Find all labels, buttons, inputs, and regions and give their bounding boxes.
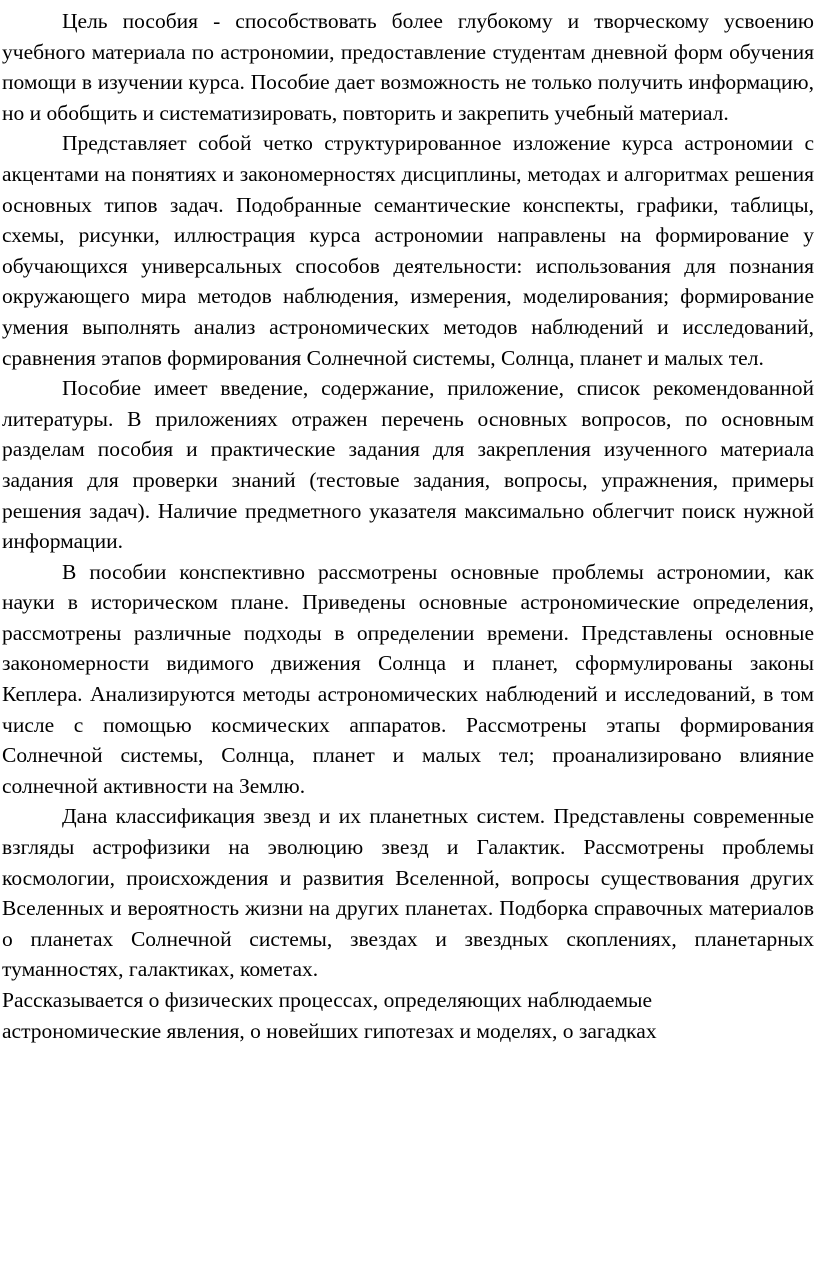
paragraph-structure: Представляет собой четко структурированное изложение курса астрономии с акцентами на понятиях и закономерностях дисциплины, методах и алгоритмах решения основных типов задач. Подобранные семантические конспекты, графики, таблицы, схемы, рисунки, иллюстрация курса астрономии направлены на формирование у обучающихся универсальных способов деятельности: использования для познания окружающего мира методов наблюдения, измерения, моделирования; формирование умения выполнять анализ астрономических методов наблюдений и исследований, сравнения этапов формирования Солнечной системы, Солнца, планет и малых тел. — [2, 131, 814, 370]
paragraph-purpose: Цель пособия - способствовать более глубокому и творческому усвоению учебного материала по астрономии, предоставление студентам дневной форм обучения помощи в изучении курса. Пособие дает возможность не только получить информацию, но и обобщить и систематизировать, повторить и закрепить учебный материал. — [2, 9, 814, 125]
paragraph-final-line-1: Рассказывается о физических процессах, определяющих наблюдаемые — [2, 988, 653, 1012]
paragraph-contents: Пособие имеет введение, содержание, приложение, список рекомендованной литературы. В приложениях отражен перечень основных вопросов, по основным разделам пособия и практические задания для закрепления изученного материала задания для проверки знаний (тестовые задания, вопросы, упражнения, примеры решения задач). Наличие предметного указателя максимально облегчит поиск нужной информации. — [2, 376, 814, 554]
paragraph-overview: В пособии конспективно рассмотрены основные проблемы астрономии, как науки в историческом плане. Приведены основные астрономические определения, рассмотрены различные подходы в определении времени. Представлены основные закономерности видимого движения Солнца и планет, сформулированы законы Кеплера. Анализируются методы астрономических наблюдений и исследований, в том числе с помощью космических аппаратов. Рассмотрены этапы формирования Солнечной системы, Солнца, планет и малых тел; проанализировано влияние солнечной активности на Землю. — [2, 559, 814, 798]
paragraph-classification: Дана классификация звезд и их планетных систем. Представлены современные взгляды астрофизики на эволюцию звезд и Галактик. Рассмотрены проблемы космологии, происхождения и развития Вселенной, вопросы существования других Вселенных и вероятность жизни на других планетах. Подборка справочных материалов о планетах Солнечной системы, звездах и звездных скоплениях, планетарных туманностях, галактиках, кометах. — [2, 804, 814, 982]
paragraph-final-line-2: астрономические явления, о новейших гипотезах и моделях, о загадках — [2, 1018, 657, 1043]
